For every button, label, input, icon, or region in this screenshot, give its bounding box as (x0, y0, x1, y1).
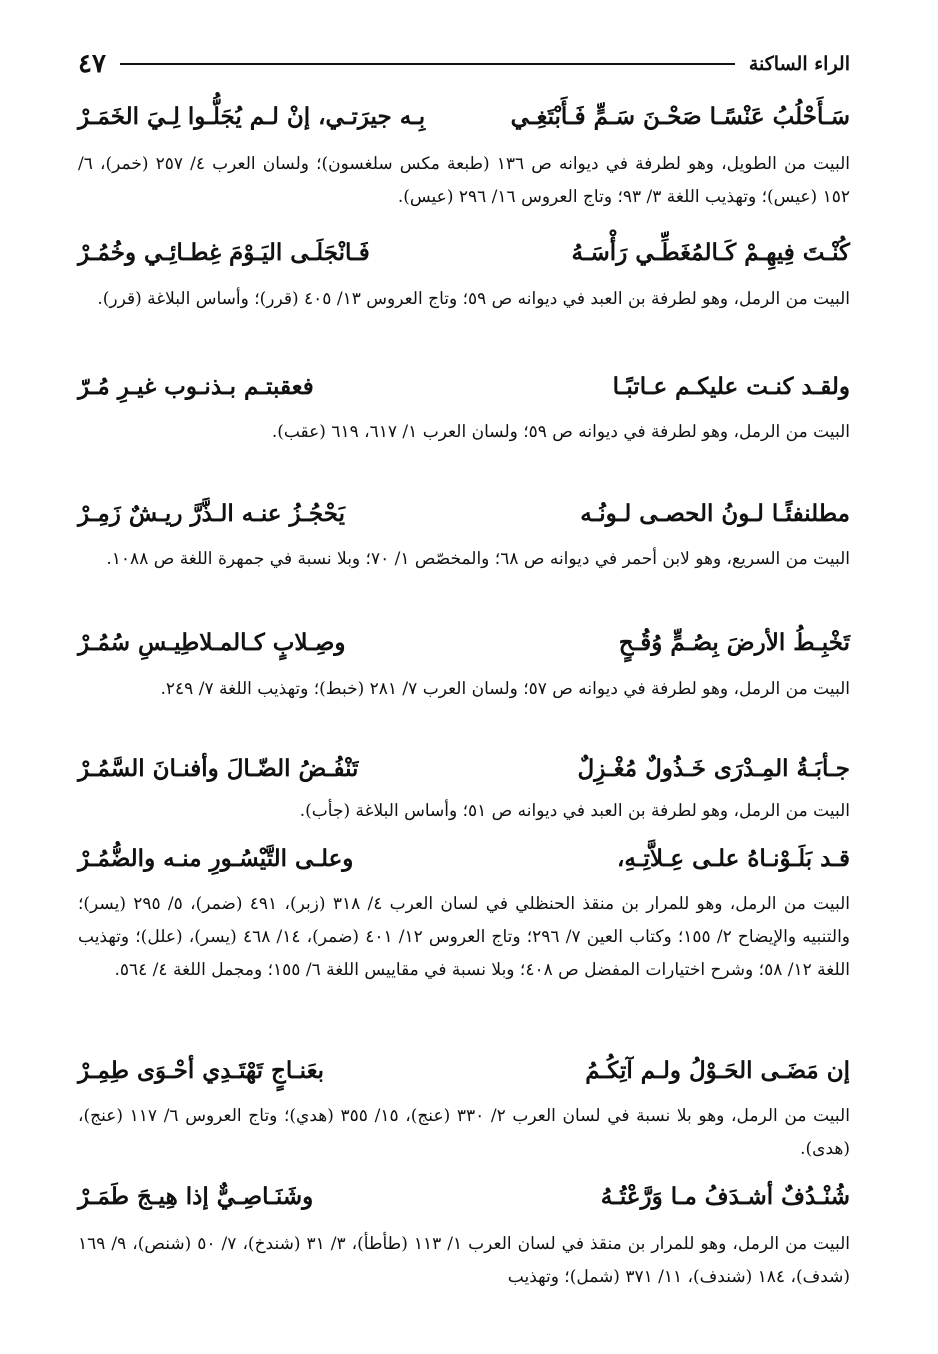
section-title: الراء الساكنة (748, 53, 850, 75)
verse-footnote: البيت من الرمل، وهو لطرفة في ديوانه ص ٥٩؛ ولسان العرب ١/ ٦١٧، ٦١٩ (عقب). (271, 422, 850, 442)
verse-footnote: البيت من الرمل، وهو للمرار بن منقذ الحنظلي في لسان العرب ٤/ ٣١٨ (زبر)، ٤٩١ (ضمر)، ٥/ ٢٩٥ (يسر)؛ والتنبيه والإيضاح ٢/ ١٥٥؛ وكتاب العين ٧/ ٢٩٦؛ وتاج العروس ١٢/ ٤٠١ (ضمر)، ١٤/ ٤٦٨ (يسر)، (علل)؛ وتهذيب اللغة ١٢/ ٥٨؛ وشرح اختيارات المفضل ص ٤٠٨؛ وبلا نسبة في مقاييس اللغة ٦/ ١٥٥؛ ومجمل اللغة ٤/ ٥٦٤. (78, 894, 851, 980)
verse-footnote: البيت من الرمل، وهو للمرار بن منقذ في لسان العرب ١/ ١١٣ (طأطأ)، ٣/ ٣١ (شندخ)، ٧/ ٥٠ (شنص)، ٩/ ١٦٩ (شدف)، ١٨٤ (شندف)، ١١/ ٣٧١ (شمل)؛ وتهذيب (78, 1234, 851, 1287)
verse-line (78, 1048, 850, 1092)
running-header (78, 44, 850, 84)
verse-second-hemistich: فعقبتـم بـذنـوب غيـرِ مُـرّ (78, 372, 314, 400)
verse-second-hemistich: بِـه جيرَتـي، إنْ لـم يُجَلُّـوا لِـيَ الخَمَـرْ (78, 102, 426, 130)
verse-line (78, 836, 850, 880)
verse-line (78, 746, 850, 790)
verse-first-hemistich: شُنْـدُفٌ أشـدَفُ مـا وَرَّعْتُـهُ (600, 1182, 850, 1210)
verse-first-hemistich: إن مَضَـى الحَـوْلُ ولـم آتِكُـمُ (585, 1056, 850, 1084)
page-number: ٤٧ (78, 49, 106, 79)
verse-first-hemistich: تَخْبِـطُ الأرضَ بِصُـمٍّ وُقُـحٍ (618, 628, 850, 656)
verse-footnote: البيت من الطويل، وهو لطرفة في ديوانه ص ١٣٦ (طبعة مكس سلغسون)؛ ولسان العرب ٤/ ٢٥٧ (خمر)، ٦/ ١٥٢ (عيس)؛ وتهذيب اللغة ٣/ ٩٣؛ وتاج العروس ١٦/ ٢٩٦ (عيس). (78, 154, 850, 207)
verse-first-hemistich: جـأبَـةُ المِـدْرَى خَـذُولٌ مُغْـزِلٌ (577, 754, 850, 782)
verse-line (78, 230, 850, 274)
verse-second-hemistich: وعلـى التَّيْسُـورِ منـه والضُّمُـرْ (78, 844, 354, 872)
verse-footnote: البيت من الرمل، وهو لطرفة بن العبد في ديوانه ص ٥٩؛ وتاج العروس ١٣/ ٤٠٥ (قرر)؛ وأساس البلاغة (قرر). (97, 289, 850, 309)
verse-line (78, 1174, 850, 1218)
verse-second-hemistich: وشَنَـاصِـيٌّ إذا هِيـجَ طَمَـرْ (78, 1182, 314, 1210)
verse-line (78, 94, 850, 138)
verse-footnote: البيت من الرمل، وهو بلا نسبة في لسان العرب ٢/ ٣٣٠ (عنج)، ١٥/ ٣٥٥ (هدي)؛ وتاج العروس ٦/ ١١٧ (عنج)، (هدى). (78, 1106, 850, 1159)
verse-first-hemistich: مطلنفئًـا لـونُ الحصـى لـونُـه (580, 499, 850, 527)
verse-first-hemistich: سَـأَحْلُبُ عَنْسًـا صَحْـنَ سَـمٍّ فَـأَبْتَغِـي (510, 102, 850, 130)
verse-second-hemistich: تَنْفُـضُ الضّـالَ وأفنـانَ السَّمُـرْ (78, 754, 359, 782)
verse-line (78, 491, 850, 535)
verse-footnote: البيت من الرمل، وهو لطرفة بن العبد في ديوانه ص ٥١؛ وأساس البلاغة (جأب). (299, 801, 850, 821)
verse-first-hemistich: كُنْـتَ فِيهِـمْ كَـالمُغَطِّـي رَأْسَـهُ (571, 238, 850, 266)
verse-second-hemistich: بعَنـاجٍ تَهْتَـدِي أحْـوَى طِمِـرْ (78, 1056, 325, 1084)
header-rule (120, 63, 735, 65)
verse-footnote: البيت من السريع، وهو لابن أحمر في ديوانه ص ٦٨؛ والمخصّص ١/ ٧٠؛ وبلا نسبة في جمهرة اللغة ص ١٠٨٨. (106, 549, 850, 569)
verse-second-hemistich: وصِـلابٍ كـالمـلاطِيـسِ سُمُـرْ (78, 628, 346, 656)
verse-footnote: البيت من الرمل، وهو لطرفة في ديوانه ص ٥٧؛ ولسان العرب ٧/ ٢٨١ (خبط)؛ وتهذيب اللغة ٧/ ٢٤٩. (160, 679, 850, 699)
verse-second-hemistich: فَـانْجَلَـى اليَـوْمَ غِطـائِـي وخُمُـرْ (78, 238, 370, 266)
verse-line (78, 620, 850, 664)
verse-first-hemistich: ولقـد كنـت عليكـم عـاتبًـا (612, 372, 850, 400)
verse-second-hemistich: يَحْجُـزُ عنـه الـذَّرَّ ريـشٌ زَمِـرْ (78, 499, 346, 527)
verse-first-hemistich: قـد بَلَـوْنـاهُ علـى عِـلاَّتِـهِ، (617, 844, 850, 872)
verse-line (78, 364, 850, 408)
